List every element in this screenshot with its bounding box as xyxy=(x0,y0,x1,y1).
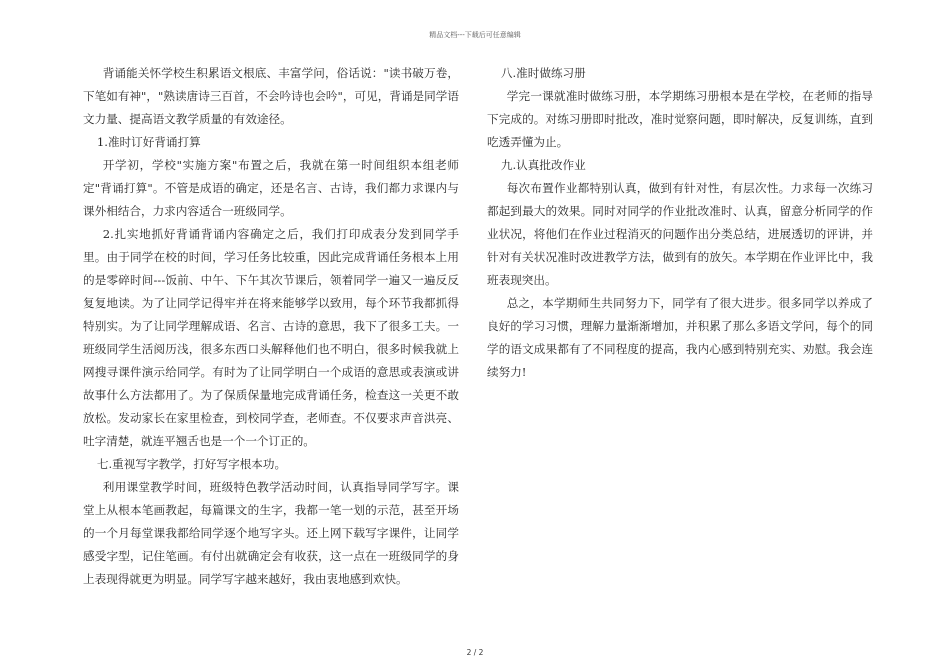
section-1-paragraph: 开学初，学校"实施方案"布置之后，我就在第一时间组织本组老师定"背诵打算"。不管是成语的确定，还是名言、古诗，我们都力求课内与课外相结合，力求内容适合一班级同学。 xyxy=(83,158,459,218)
section-8-paragraph: 学完一课就准时做练习册，本学期练习册根本是在学校，在老师的指导下完成的。对练习册即时批改，准时觉察问题，即时解决，反复训练，直到吃透弄懂为止。 xyxy=(487,89,873,149)
page-number: 2 / 2 xyxy=(466,648,484,657)
section-heading-8: 八.准时做练习册 xyxy=(500,66,586,80)
section-heading-1: 1.准时订好背诵打算 xyxy=(96,135,201,149)
section-9-paragraph: 每次布置作业都特别认真，做到有针对性，有层次性。力求每一次练习都起到最大的效果。同时对同学的作业批改准时、认真，留意分析同学的作业状况，将他们在作业过程消灭的问题作出分类总结，进展透切的评讲，并针对有关状况准时改进教学方法，做到有的放矢。本学期在作业评比中，我班表现突出。 xyxy=(487,181,873,287)
section-7-paragraph: 利用课堂教学时间，班级特色教学活动时间，认真指导同学写字。课堂上从根本笔画教起，每篇课文的生字，我都一笔一划的示范，甚至开场的一个月每堂课我都给同学逐个地写字头。还上网下载写字课件，让同学感受字型，记住笔画。有付出就确定会有收获，这一点在一班级同学的身上表现得就更为明显。同学写字越来越好，我由衷地感到欢快。 xyxy=(83,480,459,586)
section-heading-9: 九.认真批改作业 xyxy=(500,158,586,172)
page-header: 精品文档---下载后可任意编辑 xyxy=(429,31,521,39)
section-2-paragraph: 2.扎实地抓好背诵背诵内容确定之后，我们打印成表分发到同学手里。由于同学在校的时间，学习任务比较重，因此完成背诵任务根本上用的是零碎时间---饭前、中午、下午其次节课后，领着同学一遍又一遍反反复复地读。为了让同学记得牢并在将来能够学以致用，每个环节我都抓得特别实。为了让同学理解成语、名言、古诗的意思，我下了很多工夫。一班级同学生活阅历浅，很多东西口头解释他们也不明白，很多时候我就上网搜寻课件演示给同学。有时为了让同学明白一个成语的意思或表演或讲故事什么方法都用了。为了保质保量地完成背诵任务，检查这一关更不敢放松。发动家长在家里检查，到校同学查，老师查。不仅要求声音洪亮、吐字清楚，就连平翘舌也是一个一个订正的。 xyxy=(83,227,459,448)
right-column xyxy=(487,62,873,384)
left-column xyxy=(83,62,459,591)
intro-paragraph: 背诵能关怀学校生积累语文根底、丰富学问，俗话说："读书破万卷，下笔如有神"，"熟读唐诗三百首，不会吟诗也会吟"，可见，背诵是同学语文力量、提高语文教学质量的有效途径。 xyxy=(83,66,459,126)
section-heading-7: 七.重视写字教学，打好写字根本功。 xyxy=(96,457,287,471)
conclusion-paragraph: 总之，本学期师生共同努力下，同学有了很大进步。很多同学以养成了良好的学习习惯，理解力量渐渐增加，并积累了那么多语文学问，每个的同学的语文成果都有了不同程度的提高，我内心感到特别充实、劝慰。我会连续努力! xyxy=(487,296,873,379)
